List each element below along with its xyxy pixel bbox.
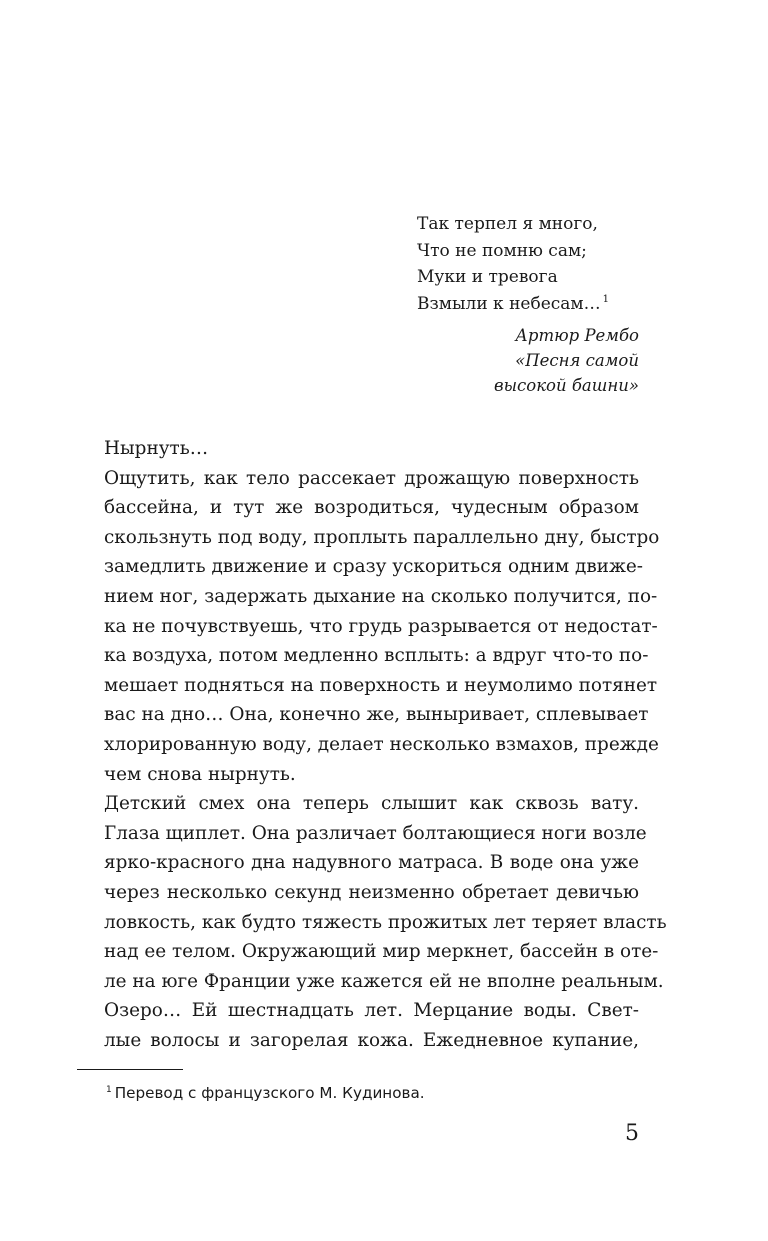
footnote xyxy=(106,1082,425,1104)
text-line: скользнуть под воду, проплыть параллельно дну, быстро xyxy=(104,526,660,548)
footnote-text: Перевод с французского М. Кудинова. xyxy=(114,1084,425,1102)
page-number: 5 xyxy=(625,1121,639,1146)
epigraph-line: Муки и тревога xyxy=(417,267,558,287)
epigraph-line: Так терпел я много, xyxy=(417,214,598,234)
text-line: хлорированную воду, делает несколько взмахов, прежде xyxy=(104,733,659,755)
text-line: над ее телом. Окружающий мир меркнет, бассейн в оте- xyxy=(104,941,659,963)
epigraph xyxy=(417,211,639,398)
footnote-reference: 1 xyxy=(602,293,610,305)
text-line: ярко-красного дна надувного матраса. В воде она уже xyxy=(104,852,639,874)
footnote-mark: 1 xyxy=(106,1085,112,1095)
text-line: чем снова нырнуть. xyxy=(104,763,296,785)
main-text xyxy=(77,434,667,1055)
text-line: Нырнуть… xyxy=(104,438,209,459)
epigraph-work-title: «Песня самой xyxy=(515,351,639,370)
epigraph-author: Артюр Рембо xyxy=(515,326,639,345)
text-line: ловкость, как будто тяжесть прожитых лет теряет власть xyxy=(104,911,667,933)
text-line: нием ног, задержать дыхание на сколько получится, по- xyxy=(104,585,658,607)
paragraph xyxy=(77,789,667,996)
text-line: Ощутить, как тело рассекает дрожащую поверхность xyxy=(104,467,639,489)
text-line: Глаза щиплет. Она различает болтающиеся ноги возле xyxy=(104,822,647,844)
text-line: замедлить движение и сразу ускориться одним движе- xyxy=(104,556,643,578)
footnote-divider xyxy=(77,1069,183,1070)
text-line: через несколько секунд неизменно обретает девичью xyxy=(104,881,639,903)
epigraph-attribution xyxy=(417,323,639,398)
text-line: ка воздуха, потом медленно всплыть: а вдруг что-то по- xyxy=(104,645,649,667)
epigraph-work-title: высокой башни» xyxy=(493,376,639,395)
epigraph-line: Что не помню сам; xyxy=(417,240,587,261)
text-line: Озеро… Ей шестнадцать лет. Мерцание воды. Свет- xyxy=(104,1000,639,1022)
text-line: ка не почувствуешь, что грудь разрывается от недостат- xyxy=(104,615,658,637)
paragraph xyxy=(77,996,639,1055)
text-line: мешает подняться на поверхность и неумолимо потянет xyxy=(104,674,658,696)
text-line: Детский смех она теперь слышит как сквозь вату. xyxy=(104,793,639,815)
paragraph xyxy=(77,434,639,464)
epigraph-line: Взмыли к небесам… $^1$ xyxy=(417,293,610,314)
paragraph xyxy=(77,464,660,790)
text-line: ле на юге Франции уже кажется ей не вполне реальным. xyxy=(104,970,664,992)
text-line: бассейна, и тут же возродиться, чудесным образом xyxy=(104,497,639,519)
text-line: вас на дно… Она, конечно же, выныривает, сплевывает xyxy=(104,704,649,726)
text-line: лые волосы и загорелая кожа. Ежедневное купание, xyxy=(104,1029,639,1051)
